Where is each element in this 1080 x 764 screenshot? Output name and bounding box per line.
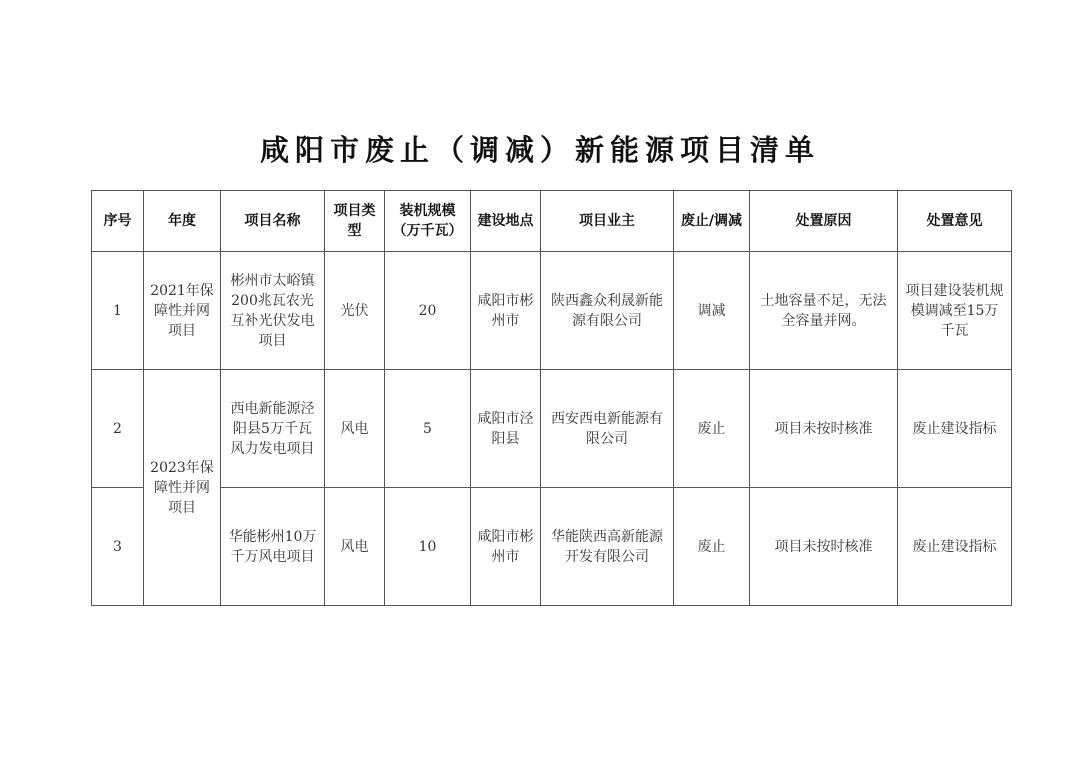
cell-reason: 项目未按时核准 [750, 370, 898, 488]
header-location: 建设地点 [471, 191, 541, 252]
header-name: 项目名称 [221, 191, 325, 252]
cell-no: 1 [92, 252, 144, 370]
header-action: 废止/调减 [674, 191, 750, 252]
header-reason: 处置原因 [750, 191, 898, 252]
header-type: 项目类型 [325, 191, 385, 252]
cell-year: 2021年保障性并网项目 [144, 252, 221, 370]
cell-location: 咸阳市彬州市 [471, 488, 541, 606]
cell-name: 西电新能源泾阳县5万千瓦风力发电项目 [221, 370, 325, 488]
cell-name: 华能彬州10万千万风电项目 [221, 488, 325, 606]
header-opinion: 处置意见 [898, 191, 1012, 252]
cell-capacity: 20 [385, 252, 471, 370]
cell-type: 光伏 [325, 252, 385, 370]
cell-no: 2 [92, 370, 144, 488]
header-owner: 项目业主 [541, 191, 674, 252]
cell-capacity: 10 [385, 488, 471, 606]
table-row [92, 488, 1012, 606]
header-year: 年度 [144, 191, 221, 252]
cell-action: 废止 [674, 488, 750, 606]
cell-type: 风电 [325, 370, 385, 488]
cell-opinion: 项目建设装机规模调减至15万千瓦 [898, 252, 1012, 370]
cell-action: 调减 [674, 252, 750, 370]
cell-opinion: 废止建设指标 [898, 370, 1012, 488]
cell-action: 废止 [674, 370, 750, 488]
cell-owner: 华能陕西高新能源开发有限公司 [541, 488, 674, 606]
cell-location: 咸阳市彬州市 [471, 252, 541, 370]
document-title: 咸阳市废止（调减）新能源项目清单 [259, 133, 820, 167]
cell-opinion: 废止建设指标 [898, 488, 1012, 606]
cell-capacity: 5 [385, 370, 471, 488]
header-capacity: 装机规模（万千瓦） [385, 191, 471, 252]
project-table [91, 190, 1012, 606]
cell-reason: 项目未按时核准 [750, 488, 898, 606]
cell-owner: 陕西鑫众利晟新能源有限公司 [541, 252, 674, 370]
cell-name: 彬州市太峪镇200兆瓦农光互补光伏发电项目 [221, 252, 325, 370]
cell-owner: 西安西电新能源有限公司 [541, 370, 674, 488]
cell-year: 2023年保障性并网项目 [144, 370, 221, 606]
cell-type: 风电 [325, 488, 385, 606]
header-no: 序号 [92, 191, 144, 252]
cell-no: 3 [92, 488, 144, 606]
table-row [92, 252, 1012, 370]
table-row [92, 370, 1012, 488]
cell-reason: 土地容量不足，无法全容量并网。 [750, 252, 898, 370]
table-header-row [92, 191, 1012, 252]
cell-location: 咸阳市泾阳县 [471, 370, 541, 488]
